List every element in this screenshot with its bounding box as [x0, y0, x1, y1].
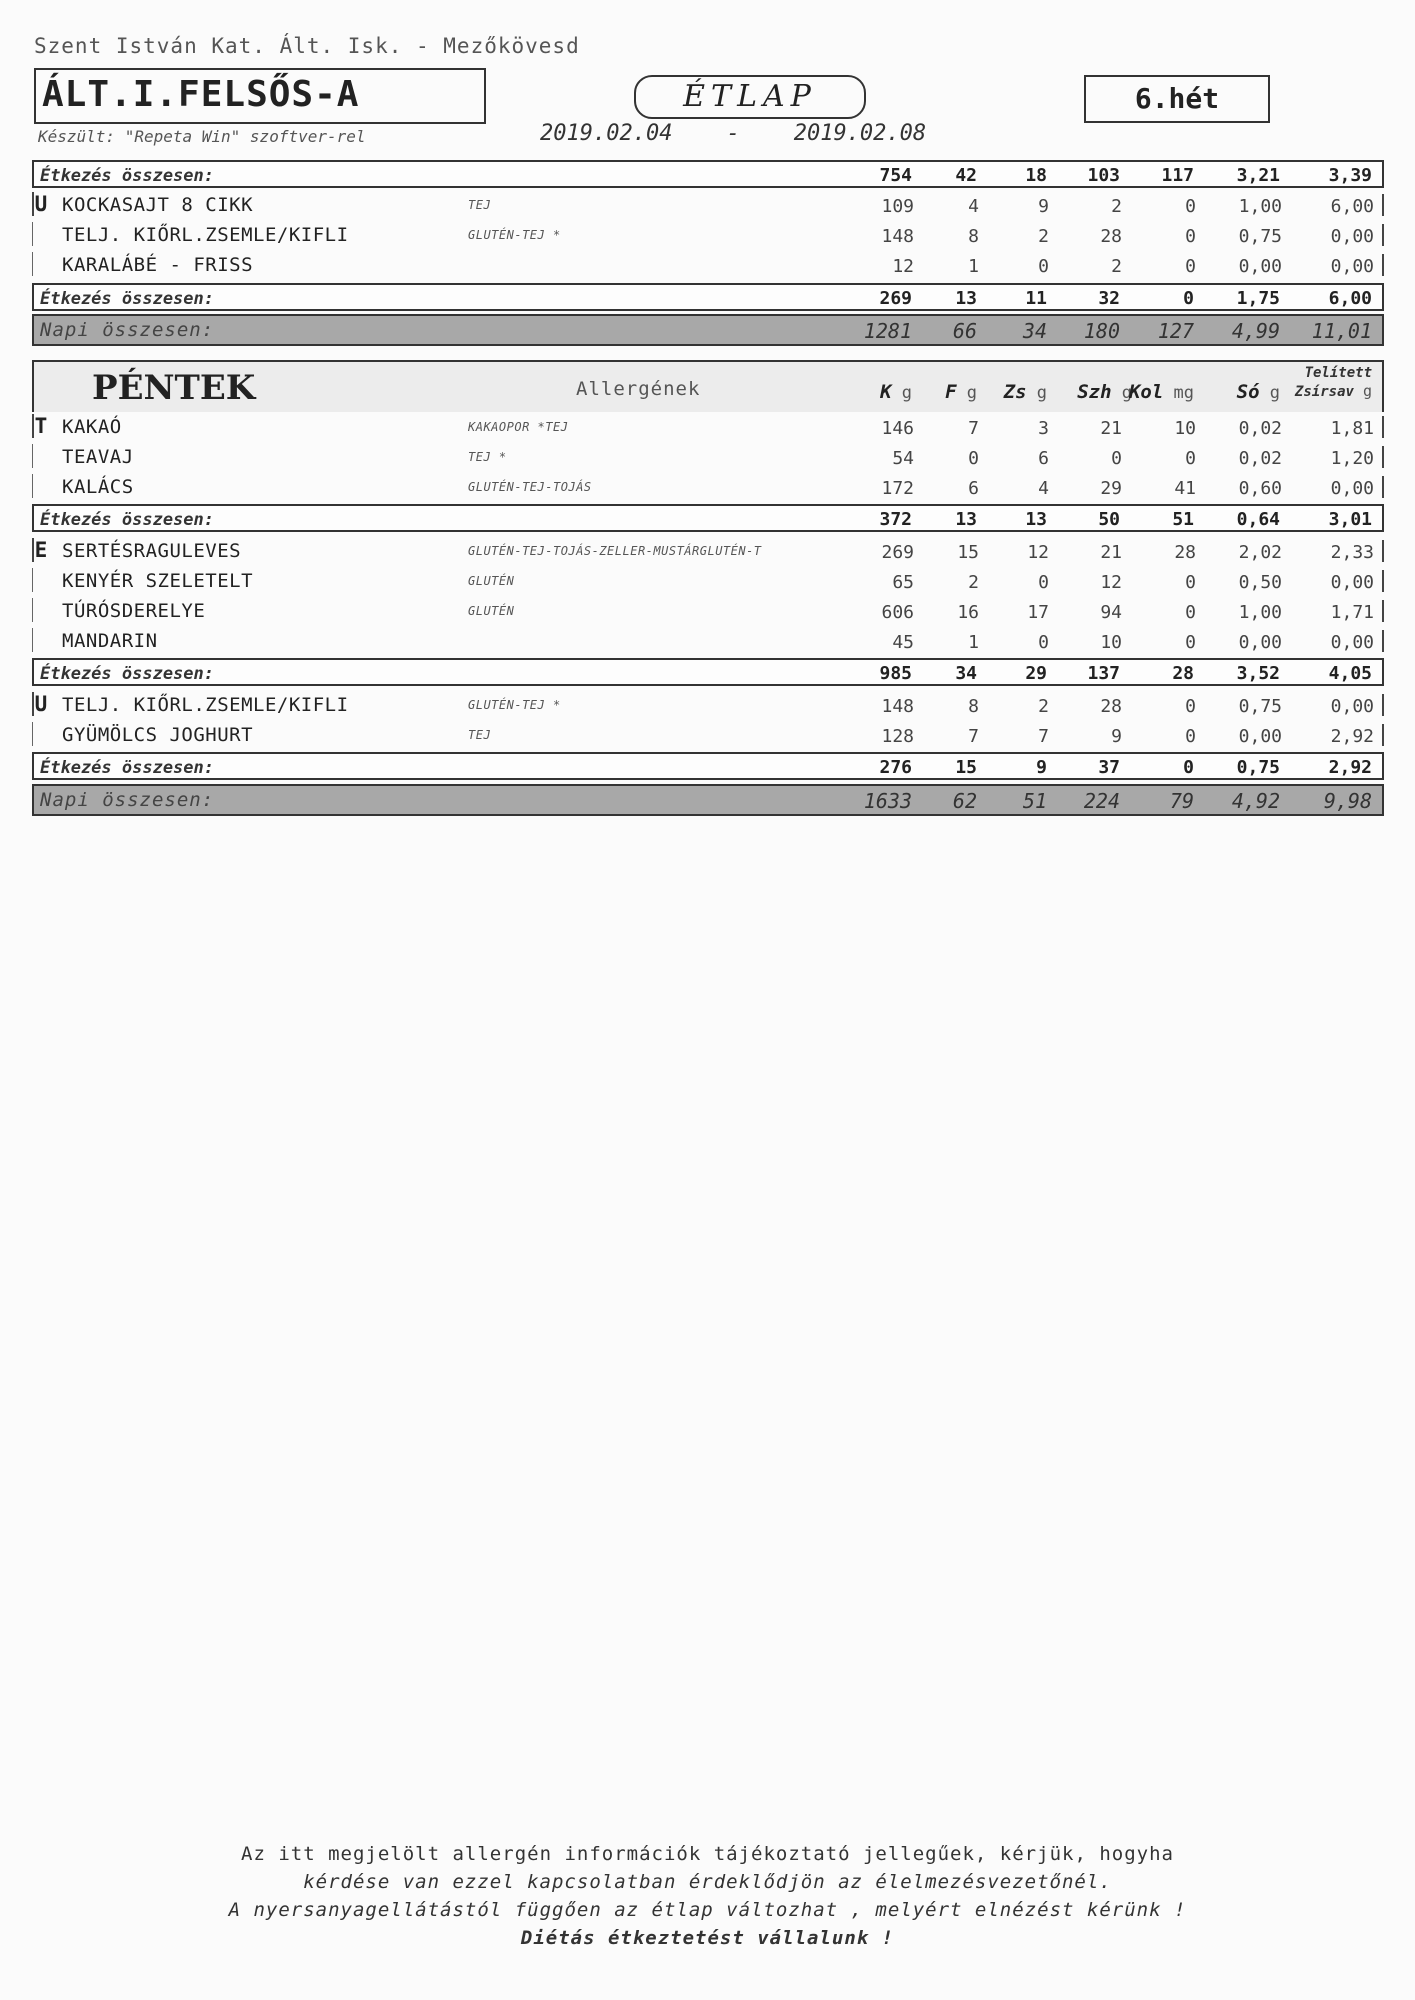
footer-line-1: Az itt megjelölt allergén információk tájékoztató jellegűek, kérjük, hogyha — [241, 1843, 1174, 1865]
value-feherje: 7 — [968, 726, 979, 747]
menu-item-row — [32, 442, 1384, 472]
row-tick — [1382, 416, 1384, 438]
meal-total-row — [32, 658, 1384, 686]
value-zsir: 4 — [1038, 478, 1049, 499]
value-koleszterin: 79 — [1169, 789, 1194, 813]
value-telitett: 3,01 — [1328, 509, 1372, 530]
meal-total-label: Étkezés összesen: — [40, 166, 214, 186]
food-allergens: GLUTÉN — [468, 574, 515, 588]
menu-item-row — [32, 626, 1384, 656]
value-szenhidrat: 32 — [1098, 288, 1120, 309]
week-box — [1084, 75, 1270, 123]
value-zsir: 0 — [1038, 256, 1049, 277]
food-name: GYÜMÖLCS JOGHURT — [62, 724, 254, 746]
value-zsir: 34 — [1022, 319, 1047, 343]
menu-title-box — [634, 75, 866, 119]
value-telitett: 0,00 — [1330, 478, 1374, 499]
row-tick — [1382, 476, 1384, 498]
value-feherje: 62 — [952, 789, 977, 813]
value-feherje: 1 — [968, 632, 979, 653]
daily-total-label: Napi összesen: — [40, 789, 215, 811]
value-so: 3,21 — [1236, 165, 1280, 186]
row-border — [32, 474, 47, 498]
meal-mark: E — [32, 538, 48, 562]
meal-mark: U — [32, 192, 48, 216]
menu-item-row — [32, 412, 1384, 442]
row-border — [32, 444, 47, 468]
value-szenhidrat: 94 — [1100, 602, 1122, 623]
value-szenhidrat: 180 — [1083, 319, 1120, 343]
meal-total-row — [32, 160, 1384, 188]
value-zsir: 12 — [1027, 542, 1049, 563]
food-name: KARALÁBÉ - FRISS — [62, 254, 254, 276]
date-range — [540, 121, 926, 146]
value-feherje: 34 — [955, 663, 977, 684]
value-kcal: 65 — [892, 572, 914, 593]
value-so: 3,52 — [1236, 663, 1280, 684]
value-kcal: 45 — [892, 632, 914, 653]
row-border — [32, 568, 47, 592]
value-szenhidrat: 10 — [1100, 632, 1122, 653]
value-kcal: 372 — [879, 509, 912, 530]
column-unit: g — [891, 383, 912, 403]
value-szenhidrat: 2 — [1111, 256, 1122, 277]
menu-item-row — [32, 720, 1384, 750]
value-kcal: 606 — [881, 602, 914, 623]
value-kcal: 985 — [879, 663, 912, 684]
menu-item-row — [32, 250, 1384, 280]
value-so: 0,60 — [1238, 478, 1282, 499]
value-kcal: 54 — [892, 448, 914, 469]
value-feherje: 2 — [968, 572, 979, 593]
value-feherje: 66 — [952, 319, 977, 343]
value-telitett: 0,00 — [1330, 226, 1374, 247]
value-kcal: 148 — [881, 226, 914, 247]
row-tick — [1382, 224, 1384, 246]
value-telitett: 0,00 — [1330, 696, 1374, 717]
value-so: 0,75 — [1238, 696, 1282, 717]
menu-item-row — [32, 566, 1384, 596]
value-kcal: 172 — [881, 478, 914, 499]
value-telitett: 2,92 — [1328, 757, 1372, 778]
value-feherje: 15 — [957, 542, 979, 563]
value-so: 1,00 — [1238, 196, 1282, 217]
value-szenhidrat: 2 — [1111, 196, 1122, 217]
value-zsir: 2 — [1038, 696, 1049, 717]
meal-total-label: Étkezés összesen: — [40, 758, 214, 778]
value-kcal: 109 — [881, 196, 914, 217]
value-telitett: 6,00 — [1330, 196, 1374, 217]
food-name: SERTÉSRAGULEVES — [62, 540, 242, 562]
value-telitett: 11,01 — [1311, 319, 1372, 343]
row-tick — [1382, 630, 1384, 652]
value-telitett: 1,71 — [1330, 602, 1374, 623]
value-koleszterin: 0 — [1185, 448, 1196, 469]
meal-total-label: Étkezés összesen: — [40, 664, 214, 684]
menu-item-row — [32, 220, 1384, 250]
row-border — [32, 598, 47, 622]
value-telitett: 1,81 — [1330, 418, 1374, 439]
food-allergens: GLUTÉN-TEJ * — [468, 698, 561, 712]
value-szenhidrat: 21 — [1100, 418, 1122, 439]
allergens-header: Allergének — [576, 378, 701, 400]
date-from: 2019.02.04 — [540, 121, 673, 146]
value-zsir: 18 — [1025, 165, 1047, 186]
value-szenhidrat: 137 — [1087, 663, 1120, 684]
value-koleszterin: 0 — [1185, 256, 1196, 277]
class-name-box — [34, 68, 486, 124]
value-so: 1,00 — [1238, 602, 1282, 623]
saturated-fat-label-2: Zsírsav g — [1294, 382, 1372, 400]
food-name: TEAVAJ — [62, 446, 134, 468]
value-zsir: 2 — [1038, 226, 1049, 247]
value-zsir: 0 — [1038, 632, 1049, 653]
value-zsir: 0 — [1038, 572, 1049, 593]
value-koleszterin: 51 — [1172, 509, 1194, 530]
value-koleszterin: 0 — [1185, 726, 1196, 747]
value-zsir: 11 — [1025, 288, 1047, 309]
row-tick — [1382, 194, 1384, 216]
daily-total-label: Napi összesen: — [40, 319, 215, 341]
value-telitett: 6,00 — [1328, 288, 1372, 309]
column-unit: g — [1026, 383, 1047, 403]
column-header: Zs g — [1003, 381, 1047, 403]
week-label: 6.hét — [1134, 82, 1220, 115]
row-border — [32, 628, 47, 652]
footer-line-2: kérdése van ezzel kapcsolatban érdeklődjön az élelmezésvezetőnél. — [303, 1871, 1112, 1893]
value-kcal: 1281 — [863, 319, 912, 343]
value-feherje: 42 — [955, 165, 977, 186]
meal-total-label: Étkezés összesen: — [40, 510, 214, 530]
food-name: TELJ. KIŐRL.ZSEMLE/KIFLI — [62, 694, 349, 716]
value-so: 0,00 — [1238, 726, 1282, 747]
value-feherje: 16 — [957, 602, 979, 623]
value-zsir: 51 — [1022, 789, 1047, 813]
value-so: 1,75 — [1236, 288, 1280, 309]
value-so: 0,02 — [1238, 418, 1282, 439]
value-koleszterin: 0 — [1185, 602, 1196, 623]
value-telitett: 2,33 — [1330, 542, 1374, 563]
value-szenhidrat: 9 — [1111, 726, 1122, 747]
value-zsir: 13 — [1025, 509, 1047, 530]
value-so: 2,02 — [1238, 542, 1282, 563]
value-kcal: 1633 — [863, 789, 912, 813]
value-feherje: 13 — [955, 509, 977, 530]
menu-item-row — [32, 472, 1384, 502]
food-name: TÚRÓSDERELYE — [62, 600, 206, 622]
value-kcal: 148 — [881, 696, 914, 717]
food-allergens: GLUTÉN-TEJ-TOJÁS-ZELLER-MUSTÁRGLUTÉN-T — [468, 544, 762, 558]
value-szenhidrat: 29 — [1100, 478, 1122, 499]
value-szenhidrat: 12 — [1100, 572, 1122, 593]
saturated-fat-label-1: Telített — [1304, 365, 1372, 381]
value-feherje: 8 — [968, 226, 979, 247]
value-koleszterin: 127 — [1157, 319, 1194, 343]
value-feherje: 15 — [955, 757, 977, 778]
row-tick — [1382, 446, 1384, 468]
school-name: Szent István Kat. Ált. Isk. - Mezőkövesd — [34, 34, 580, 58]
made-with-note: Készült: "Repeta Win" szoftver-rel — [38, 127, 366, 146]
menu-item-row — [32, 596, 1384, 626]
value-so: 4,99 — [1231, 319, 1280, 343]
food-allergens: TEJ — [468, 728, 492, 742]
row-tick — [1382, 600, 1384, 622]
value-feherje: 13 — [955, 288, 977, 309]
value-zsir: 9 — [1036, 757, 1047, 778]
value-koleszterin: 10 — [1174, 418, 1196, 439]
value-so: 0,50 — [1238, 572, 1282, 593]
value-zsir: 17 — [1027, 602, 1049, 623]
food-allergens: GLUTÉN — [468, 604, 515, 618]
value-telitett: 9,98 — [1323, 789, 1372, 813]
day-name: PÉNTEK — [92, 368, 256, 408]
menu-item-row — [32, 190, 1384, 220]
value-telitett: 2,92 — [1330, 726, 1374, 747]
column-unit: mg — [1163, 383, 1194, 403]
value-feherje: 0 — [968, 448, 979, 469]
row-tick — [1382, 570, 1384, 592]
value-telitett: 0,00 — [1330, 632, 1374, 653]
value-telitett: 3,39 — [1328, 165, 1372, 186]
value-kcal: 269 — [879, 288, 912, 309]
value-koleszterin: 0 — [1185, 196, 1196, 217]
value-zsir: 29 — [1025, 663, 1047, 684]
food-name: KOCKASAJT 8 CIKK — [62, 194, 254, 216]
daily-total-row — [32, 314, 1384, 346]
food-allergens: GLUTÉN-TEJ-TOJÁS — [468, 480, 592, 494]
food-name: KALÁCS — [62, 476, 134, 498]
menu-item-row — [32, 690, 1384, 720]
value-so: 0,64 — [1236, 509, 1280, 530]
value-so: 0,02 — [1238, 448, 1282, 469]
column-header: K g — [880, 381, 912, 403]
value-szenhidrat: 21 — [1100, 542, 1122, 563]
value-so: 0,75 — [1236, 757, 1280, 778]
food-name: MANDARIN — [62, 630, 158, 652]
value-kcal: 146 — [881, 418, 914, 439]
value-feherje: 1 — [968, 256, 979, 277]
value-feherje: 7 — [968, 418, 979, 439]
column-unit: g — [1111, 383, 1132, 403]
value-so: 0,00 — [1238, 632, 1282, 653]
value-kcal: 128 — [881, 726, 914, 747]
menu-item-row — [32, 536, 1384, 566]
value-koleszterin: 0 — [1185, 696, 1196, 717]
row-tick — [1382, 540, 1384, 562]
value-kcal: 754 — [879, 165, 912, 186]
value-feherje: 4 — [968, 196, 979, 217]
footer-note — [0, 1840, 1415, 1952]
column-header: Szh g — [1077, 381, 1132, 403]
column-header: Kol mg — [1128, 381, 1194, 403]
date-separator: - — [726, 121, 740, 146]
value-szenhidrat: 0 — [1111, 448, 1122, 469]
food-name: TELJ. KIŐRL.ZSEMLE/KIFLI — [62, 224, 349, 246]
food-allergens: KAKAOPOR *TEJ — [468, 420, 569, 434]
value-kcal: 276 — [879, 757, 912, 778]
value-zsir: 9 — [1038, 196, 1049, 217]
value-szenhidrat: 50 — [1098, 509, 1120, 530]
value-kcal: 12 — [892, 256, 914, 277]
value-so: 0,00 — [1238, 256, 1282, 277]
value-koleszterin: 0 — [1185, 632, 1196, 653]
value-zsir: 6 — [1038, 448, 1049, 469]
daily-total-row — [32, 784, 1384, 816]
value-koleszterin: 0 — [1183, 288, 1194, 309]
footer-line-4: Diétás étkeztetést vállalunk ! — [520, 1927, 895, 1949]
meal-total-row — [32, 752, 1384, 780]
meal-total-row — [32, 283, 1384, 311]
value-szenhidrat: 224 — [1083, 789, 1120, 813]
row-border — [32, 222, 47, 246]
row-border — [32, 722, 47, 746]
value-szenhidrat: 28 — [1100, 696, 1122, 717]
column-unit: g — [1259, 383, 1280, 403]
row-border — [32, 252, 47, 276]
value-koleszterin: 28 — [1174, 542, 1196, 563]
meal-total-row — [32, 504, 1384, 532]
value-szenhidrat: 103 — [1087, 165, 1120, 186]
value-koleszterin: 117 — [1161, 165, 1194, 186]
value-koleszterin: 0 — [1183, 757, 1194, 778]
value-so: 0,75 — [1238, 226, 1282, 247]
value-koleszterin: 0 — [1185, 572, 1196, 593]
value-szenhidrat: 37 — [1098, 757, 1120, 778]
value-telitett: 0,00 — [1330, 256, 1374, 277]
value-koleszterin: 28 — [1172, 663, 1194, 684]
class-name: ÁLT.I.FELSŐS-A — [42, 74, 360, 115]
food-allergens: TEJ * — [468, 450, 507, 464]
value-koleszterin: 0 — [1185, 226, 1196, 247]
value-so: 4,92 — [1231, 789, 1280, 813]
food-allergens: TEJ — [468, 198, 492, 212]
value-szenhidrat: 28 — [1100, 226, 1122, 247]
meal-mark: U — [32, 692, 48, 716]
value-kcal: 269 — [881, 542, 914, 563]
saturated-fat-header — [1295, 364, 1372, 401]
value-telitett: 0,00 — [1330, 572, 1374, 593]
row-tick — [1382, 694, 1384, 716]
footer-line-3: A nyersanyagellátástól függően az étlap változhat , melyért elnézést kérünk ! — [228, 1899, 1187, 1921]
row-tick — [1382, 254, 1384, 276]
value-zsir: 7 — [1038, 726, 1049, 747]
menu-title: ÉTLAP — [683, 79, 817, 114]
column-header: Só g — [1236, 381, 1280, 403]
value-telitett: 4,05 — [1328, 663, 1372, 684]
date-to: 2019.02.08 — [793, 121, 927, 146]
meal-total-label: Étkezés összesen: — [40, 289, 214, 309]
value-feherje: 6 — [968, 478, 979, 499]
value-koleszterin: 41 — [1174, 478, 1196, 499]
column-unit: g — [956, 383, 977, 403]
food-name: KAKAÓ — [62, 416, 122, 438]
column-header: F g — [945, 381, 977, 403]
value-feherje: 8 — [968, 696, 979, 717]
column-unit: g — [1353, 382, 1372, 400]
food-allergens: GLUTÉN-TEJ * — [468, 228, 561, 242]
value-zsir: 3 — [1038, 418, 1049, 439]
meal-mark: T — [32, 414, 48, 438]
day-header — [32, 360, 1384, 412]
food-name: KENYÉR SZELETELT — [62, 570, 254, 592]
value-telitett: 1,20 — [1330, 448, 1374, 469]
row-tick — [1382, 724, 1384, 746]
